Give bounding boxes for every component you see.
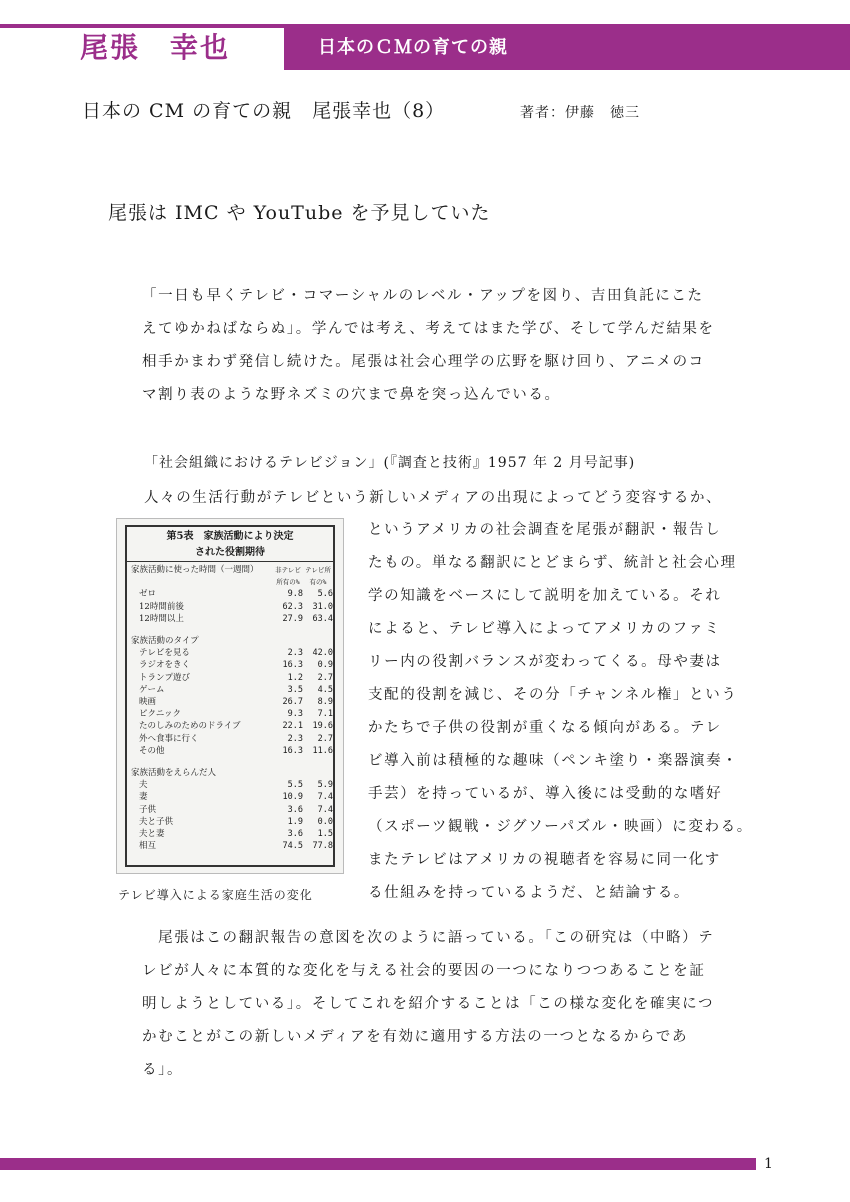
- table-row: [127, 720, 333, 732]
- column-header: テレビ所有の%: [305, 566, 331, 587]
- value-b: 5.9: [317, 780, 333, 791]
- row-label: 夫: [139, 780, 148, 791]
- body-right-column: [368, 514, 768, 910]
- table-header-row: [127, 564, 333, 588]
- text-line: かたちで子供の役割が重くなる傾向がある。テレ: [368, 720, 722, 736]
- value-a: 16.3: [282, 745, 303, 756]
- value-a: 26.7: [282, 697, 303, 708]
- row-label: ピクニック: [139, 709, 181, 720]
- table-row: [127, 588, 333, 600]
- table-row: [127, 840, 333, 852]
- value-b: 4.5: [317, 684, 333, 695]
- text-line: 手芸）を持っているが、導入後には受動的な嗜好: [368, 786, 723, 802]
- document-author: 著者：伊藤 徳三: [520, 105, 640, 121]
- value-a: 5.5: [287, 780, 303, 791]
- section-heading-cell: 家族活動のタイプ: [131, 636, 199, 647]
- table-row: [127, 659, 333, 671]
- row-label: テレビを見る: [139, 648, 190, 659]
- value-b: 77.8: [312, 841, 333, 852]
- value-a: 3.5: [287, 684, 303, 695]
- text-line: る仕組みを持っているようだ、と結論する。: [368, 885, 690, 901]
- section-heading-row: [127, 635, 333, 647]
- text-line: レビが人々に本質的な変化を与える社会的要因の一つになりつつあることを証: [142, 963, 706, 979]
- row-label: 外へ食事に行く: [139, 733, 199, 744]
- text-line: 尾張はこの翻訳報告の意図を次のように語っている。「この研究は（中略）テ: [142, 930, 715, 946]
- text-line: というアメリカの社会調査を尾張が翻訳・報告し: [368, 522, 722, 538]
- value-b: 11.6: [312, 745, 333, 756]
- text-line: 支配的役割を減じ、その分「チャンネル権」という: [368, 687, 738, 703]
- value-b: 63.4: [312, 613, 333, 624]
- row-label: その他: [139, 745, 165, 756]
- table-row: [127, 816, 333, 828]
- text-line: 学の知識をベースにして説明を加えている。それ: [368, 588, 722, 604]
- value-b: 7.4: [317, 792, 333, 803]
- value-b: 31.0: [312, 601, 333, 612]
- row-label: 夫と妻: [139, 829, 165, 840]
- closing-paragraph: [142, 922, 782, 1087]
- column-header: 非テレビ所有の%: [275, 566, 301, 587]
- source-reference: 「社会組織におけるテレビジョン」(『調査と技術』1957 年 2 月号記事): [144, 455, 636, 471]
- value-a: 16.3: [282, 660, 303, 671]
- value-a: 3.6: [287, 804, 303, 815]
- value-a: 3.6: [287, 829, 303, 840]
- table-row: [127, 779, 333, 791]
- row-label: たのしみのためのドライブ: [139, 721, 241, 732]
- document-title: 日本の CM の育ての親 尾張幸也（8）: [82, 100, 446, 122]
- table-row: [127, 733, 333, 745]
- value-b: 42.0: [312, 648, 333, 659]
- value-b: 8.9: [317, 697, 333, 708]
- scanned-table-image: [116, 518, 344, 874]
- table-row: [127, 791, 333, 803]
- section-heading-cell: 家族活動に使った時間（一週間）: [131, 565, 259, 575]
- lead-line: 人々の生活行動がテレビという新しいメディアの出現によってどう変容するか、: [144, 490, 723, 506]
- value-b: 7.4: [317, 804, 333, 815]
- table-row: [127, 613, 333, 625]
- row-label: 映画: [139, 697, 157, 708]
- table-title: された役割期待: [195, 547, 265, 558]
- value-b: 19.6: [312, 721, 333, 732]
- value-a: 74.5: [282, 841, 303, 852]
- table-row: [127, 684, 333, 696]
- text-line: かむことがこの新しいメディアを有効に適用する方法の一つとなるからであ: [142, 1029, 689, 1045]
- row-label: 夫と子供: [139, 816, 174, 827]
- value-a: 2.3: [287, 733, 303, 744]
- row-label: 相互: [139, 841, 157, 852]
- table-caption: テレビ導入による家庭生活の変化: [118, 888, 313, 902]
- value-a: 9.8: [287, 589, 303, 600]
- text-line: 相手かまわず発信し続けた。尾張は社会心理学の広野を駆け回り、アニメのコ: [142, 354, 705, 370]
- table-row: [127, 745, 333, 757]
- section-heading: 尾張は IMC や YouTube を予見していた: [108, 202, 491, 224]
- value-a: 9.3: [287, 709, 303, 720]
- text-line: ビ導入前は積極的な趣味（ペンキ塗り・楽器演奏・: [368, 753, 739, 769]
- value-a: 22.1: [282, 721, 303, 732]
- value-a: 1.9: [287, 816, 303, 827]
- row-label: トランプ遊び: [139, 672, 191, 683]
- table-row: [127, 601, 333, 613]
- footer-rule: [0, 1158, 756, 1170]
- text-line: る」。: [142, 1062, 184, 1078]
- value-a: 2.3: [287, 648, 303, 659]
- value-a: 62.3: [282, 601, 303, 612]
- row-label: 12時間前後: [139, 601, 184, 612]
- value-b: 0.9: [317, 660, 333, 671]
- header-author-name: 尾張 幸也: [80, 31, 231, 64]
- section-heading-cell: 家族活動をえらんだ人: [131, 768, 217, 779]
- value-a: 1.2: [287, 672, 303, 683]
- table-row: [127, 647, 333, 659]
- row-label: ゼロ: [139, 589, 157, 600]
- table-title: 第5表 家族活動により決定: [166, 531, 294, 542]
- value-b: 0.0: [317, 816, 333, 827]
- value-b: 1.5: [317, 829, 333, 840]
- text-line: マ割り表のような野ネズミの穴まで鼻を突っ込んでいる。: [142, 387, 561, 403]
- value-b: 5.6: [317, 589, 333, 600]
- value-a: 10.9: [282, 792, 303, 803]
- value-a: 27.9: [282, 613, 303, 624]
- table-row: [127, 828, 333, 840]
- table-row: [127, 708, 333, 720]
- text-line: たもの。単なる翻訳にとどまらず、統計と社会心理: [368, 555, 737, 571]
- text-line: によると、テレビ導入によってアメリカのファミ: [368, 621, 721, 637]
- section-heading-row: [127, 767, 333, 779]
- text-line: 明しようとしている」。そしてこれを紹介することは「この様な変化を確実につ: [142, 996, 715, 1012]
- scanned-table: [125, 525, 335, 867]
- row-label: ゲーム: [139, 684, 165, 695]
- quote-paragraph: [142, 280, 762, 412]
- text-line: リー内の役割バランスが変わってくる。母や妻は: [368, 654, 722, 670]
- row-label: 妻: [139, 792, 148, 803]
- header-series-title: 日本のＣＭの育ての親: [318, 37, 508, 58]
- text-line: 「一日も早くテレビ・コマーシャルのレベル・アップを図り、吉田負託にこた: [142, 288, 704, 304]
- text-line: （スポーツ観戦・ジグソーパズル・映画）に変わる。: [368, 819, 753, 835]
- table-rule: [127, 561, 333, 562]
- table-row: [127, 804, 333, 816]
- row-label: ラジオをきく: [139, 660, 191, 671]
- row-label: 12時間以上: [139, 613, 184, 624]
- text-line: えてゆかねばならぬ」。学んでは考え、考えてはまた学び、そして学んだ結果を: [142, 321, 715, 337]
- value-b: 2.7: [317, 672, 333, 683]
- table-row: [127, 672, 333, 684]
- row-label: 子供: [139, 804, 157, 815]
- value-b: 7.1: [317, 709, 333, 720]
- table-row: [127, 696, 333, 708]
- page-number: 1: [764, 1156, 773, 1172]
- value-b: 2.7: [317, 733, 333, 744]
- text-line: またテレビはアメリカの視聴者を容易に同一化す: [368, 852, 721, 868]
